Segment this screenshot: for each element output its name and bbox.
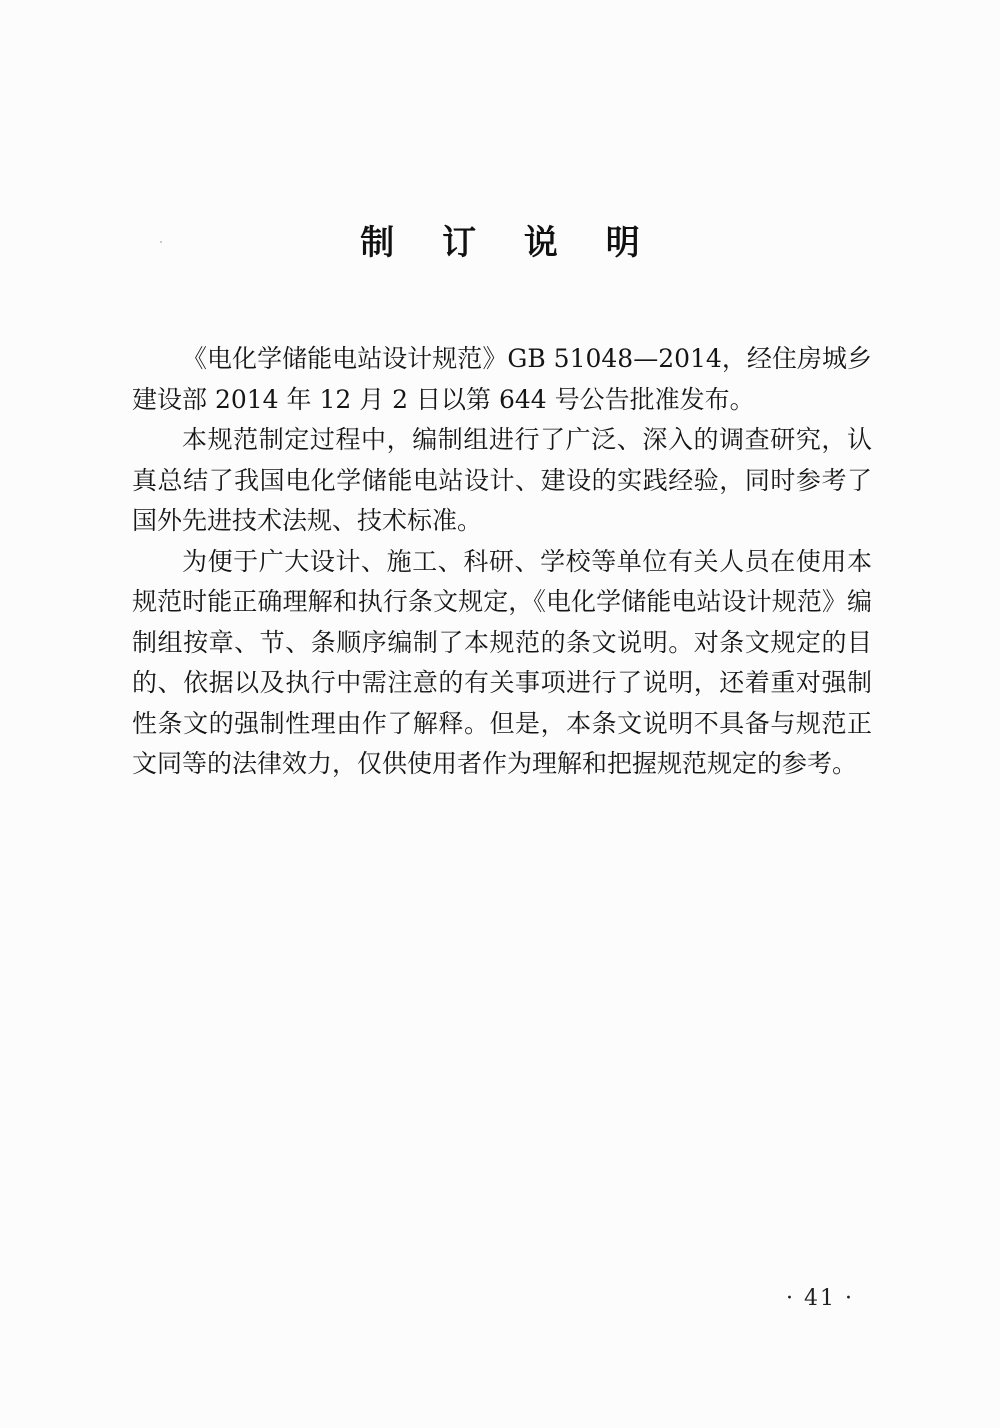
paragraph-research: 本规范制定过程中，编制组进行了广泛、深入的调查研究，认真总结了我国电化学储能电站设计、建设的实践经验，同时参考了国外先进技术法规、技术标准。 [132, 425, 872, 535]
paragraph-publication: 《电化学储能电站设计规范》GB 51048—2014，经住房城乡建设部 2014 年 12 月 2 日以第 644 号公告批准发布。 [132, 344, 872, 414]
paragraph-explanation: 为便于广大设计、施工、科研、学校等单位有关人员在使用本规范时能正确理解和执行条文规定，《电化学储能电站设计规范》编制组按章、节、条顺序编制了本规范的条文说明。对条文规定的目的、依据以及执行中需注意的有关事项进行了说明，还着重对强制性条文的强制性理由作了解释。但是，本条文说明不具备与规范正文同等的法律效力，仅供使用者作为理解和把握规范规定的参考。 [132, 546, 872, 778]
document-body [132, 339, 872, 785]
page-number: · 41 · [786, 1286, 854, 1311]
page-title: 制 订 说 明 [360, 223, 658, 263]
